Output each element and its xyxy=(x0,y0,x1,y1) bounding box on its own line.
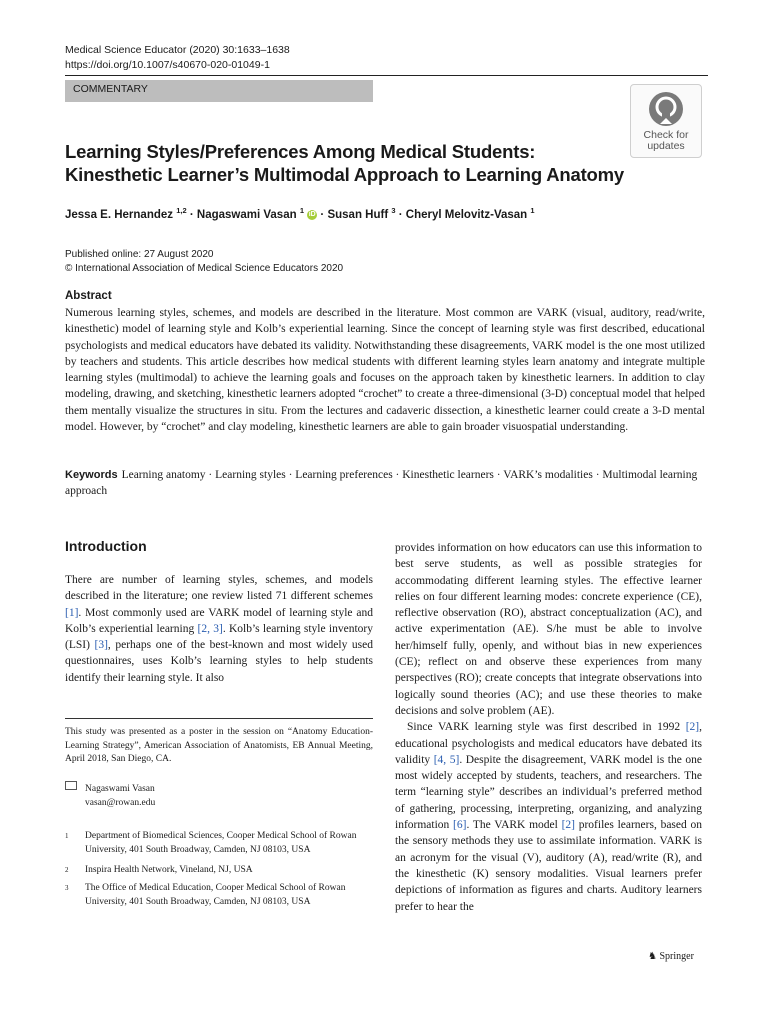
corresponding-author xyxy=(65,782,365,810)
check-for-updates-label: Check for updates xyxy=(643,129,689,152)
intro-paragraph: provides information on how educators can use this information to best serve students, as well as possible strategies for accommodating different learning styles. The effective learner relies on four different learning modes: concrete experience (CE), reflective observation (RO), abstract conceptualization (AC), and active experimentation (AE). S/he must be able to involve her/himself fully, openly, and without bias in new experiences (CE); reflect on and observe these experiences from many perspectives (RO); create concepts that integrate observations into logically sound theories (AC); and use these theories to make decisions and solve problem (AE). xyxy=(395,542,702,717)
contact-name: Nagaswami Vasan xyxy=(85,784,155,794)
footnote-rule xyxy=(65,718,373,719)
intro-right-column xyxy=(395,540,702,915)
springer-horse-icon: ♞ xyxy=(648,951,657,962)
crossmark-icon xyxy=(647,90,685,128)
section-label: COMMENTARY xyxy=(65,80,373,102)
article-title: Learning Styles/Preferences Among Medical Students: Kinesthetic Learner’s Multimodal Approach to Learning Anatomy xyxy=(65,141,624,185)
copyright-icon: © xyxy=(65,263,73,274)
citation-link[interactable]: [4, 5] xyxy=(433,753,460,766)
published-date: Published online: 27 August 2020 xyxy=(65,249,214,260)
abstract-heading: Abstract xyxy=(65,290,112,302)
keywords-list: Learning anatomy · Learning styles · Learning preferences · Kinesthetic learners · VARK’s modalities · Multimodal learning approach xyxy=(65,469,698,497)
affiliation: 3 The Office of Medical Education, Cooper Medical School of Rowan University, 401 South Broadway, Camden, NJ 08103, USA xyxy=(65,883,346,907)
author-name[interactable]: Susan Huff xyxy=(327,208,389,221)
citation-link[interactable]: [2] xyxy=(685,721,700,734)
publisher-logo: ♞ Springer xyxy=(648,951,694,962)
doi-link[interactable]: https://doi.org/10.1007/s40670-020-01049-1 xyxy=(65,59,270,71)
intro-paragraph: Since VARK learning style was first described in 1992 [2], educational psychologists and medical educators have debated its validity [4, 5]. Despite the disagreement, VARK model is the one most widely accepted by students, teachers, and researchers. The term “learning style” describes an individual’s preferred method of gathering, processing, interpreting, organizing, and analyzing information [6]. The VARK model [2] profiles learners, based on the sensory methods they use to assimilate information. VARK is an acronym for the visual (V), auditory (A), read/write (R), and the kinesthetic (K) sensory modalities. Visual learners prefer depictions of information as figures and charts. Auditory learners prefer to hear the xyxy=(395,721,702,913)
intro-left-column: There are number of learning styles, schemes, and models described in the literature; one review listed 71 different schemes [1]. Most commonly used are VARK model of learning style and Kolb’s experiential learning [2, 3]. Kolb’s learning style inventory (LSI) [3], perhaps one of the best-known and most widely used questionnaires, uses Kolb’s learning styles to help students identify their learning style. It also xyxy=(65,574,373,684)
copyright-line: © International Association of Medical Science Educators 2020 xyxy=(65,263,344,274)
keywords xyxy=(65,467,705,499)
author-list: Jessa E. Hernandez $^{1,2}$ · Nagaswami Vasan $^1$ iD · Susan Huff $^3$ · Cheryl Melovitz-Vasan $^1$ xyxy=(65,206,535,221)
journal-header xyxy=(65,43,290,73)
citation-link[interactable]: [6] xyxy=(453,819,467,832)
header-rule xyxy=(65,75,708,76)
author-name[interactable]: Jessa E. Hernandez xyxy=(65,208,174,221)
affiliation: 2 Inspira Health Network, Vineland, NJ, USA xyxy=(65,865,253,875)
citation-link[interactable]: [2, 3] xyxy=(197,622,223,635)
orcid-icon[interactable]: iD xyxy=(308,210,316,218)
poster-footnote: This study was presented as a poster in the session on “Anatomy Education-Learning Strategy”, American Association of Anatomists, EB Annual Meeting, April 2018, San Diego, CA. xyxy=(65,727,373,764)
abstract-text: Numerous learning styles, schemes, and models are described in the literature. Most common are VARK (visual, auditory, read/write, kinesthetic) model of learning style and Kolb’s experiential learning. Since the concept of learning style was first described, educational psychologists and medical educators have debated its validity. Notwithstanding these disagreements, VARK model is the one most utilized by teachers and students. This article describes how medical students with different learning styles learn anatomy and integrate multiple learning styles (multimodal) to achieve the learning goals and focuses on the approach taken by kinesthetic learners. In addition to clay modeling, drawing, and sketching, kinesthetic learners adopted “crochet” to create a three-dimensional (3-D) conceptual model that helped them mentally visualize the structures in situ. From the lectures and cadaveric dissection, a kinesthetic learner could create a 3-D mental model. However, by “crochet” and clay modeling, kinesthetic learners are able to gain broader visuospatial understanding. xyxy=(65,307,705,434)
author-name[interactable]: Nagaswami Vasan xyxy=(196,208,297,221)
citation-link[interactable]: [2] xyxy=(561,819,575,832)
introduction-heading: Introduction xyxy=(65,538,147,554)
affiliation: 1 Department of Biomedical Sciences, Cooper Medical School of Rowan University, 401 South Broadway, Camden, NJ 08103, USA xyxy=(65,831,357,855)
publication-info xyxy=(65,248,343,276)
citation-link[interactable]: [3] xyxy=(94,639,108,652)
journal-citation: Medical Science Educator (2020) 30:1633–1638 xyxy=(65,44,290,56)
author-name[interactable]: Cheryl Melovitz-Vasan xyxy=(405,208,528,221)
envelope-icon xyxy=(65,781,77,790)
keywords-label: Keywords xyxy=(65,469,118,481)
citation-link[interactable]: [1] xyxy=(65,606,79,619)
contact-email[interactable]: vasan@rowan.edu xyxy=(85,797,156,808)
check-for-updates-badge[interactable] xyxy=(630,84,702,158)
